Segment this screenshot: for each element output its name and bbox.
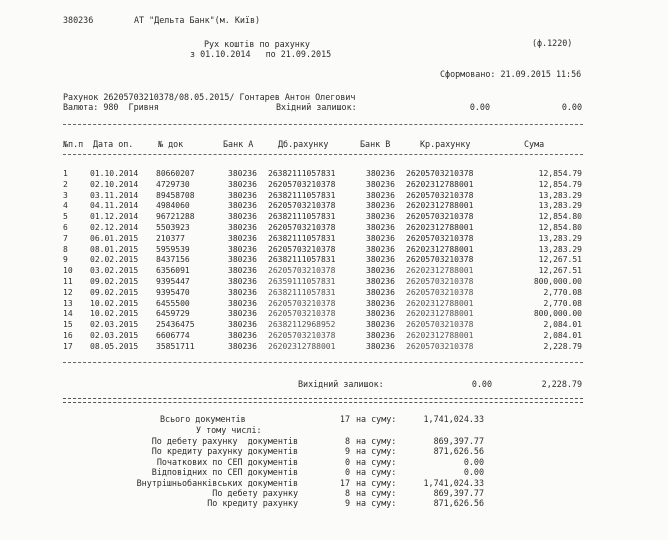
row-bank-b: 380236 bbox=[366, 266, 395, 276]
row-debit-account: 26202312788001 bbox=[268, 341, 336, 351]
row-amount: 2,084.01 bbox=[543, 320, 582, 330]
summary-line-count: 17 bbox=[339, 477, 350, 488]
opening-balance-debit: 0.00 bbox=[469, 102, 490, 112]
row-number: 16 bbox=[63, 331, 73, 340]
row-amount: 12,267.51 bbox=[538, 255, 582, 265]
opening-balance-label: Вхідний залишок: bbox=[276, 102, 357, 112]
row-date: 10.02.2015 bbox=[90, 309, 139, 319]
col-doc: № док bbox=[158, 139, 184, 149]
summary-total-on: на суму: bbox=[356, 414, 397, 424]
row-number: 5 bbox=[63, 212, 68, 222]
row-doc: 25436475 bbox=[156, 320, 195, 330]
row-bank-b: 380236 bbox=[366, 309, 395, 319]
summary-line-on: на суму: bbox=[356, 436, 397, 446]
row-debit-account: 26382111057831 bbox=[268, 169, 336, 178]
row-date: 01.12.2014 bbox=[90, 212, 139, 222]
row-debit-account: 26382111057831 bbox=[268, 255, 336, 265]
row-bank-a: 380236 bbox=[228, 223, 257, 232]
row-debit-account: 26205703210378 bbox=[268, 266, 336, 276]
row-amount: 12,854.80 bbox=[538, 223, 582, 232]
summary-line-on: на суму: bbox=[356, 498, 397, 509]
row-number: 10 bbox=[63, 266, 73, 276]
col-debit-account: Дб.рахунку bbox=[278, 139, 329, 149]
row-credit-account: 26202312788001 bbox=[406, 298, 474, 308]
row-credit-account: 26205703210378 bbox=[406, 212, 474, 222]
row-bank-b: 380236 bbox=[366, 287, 395, 297]
row-amount: 2,228.79 bbox=[543, 341, 582, 351]
report-period: з 01.10.2014 по 21.09.2015 bbox=[190, 49, 332, 59]
row-bank-b: 380236 bbox=[366, 244, 395, 254]
row-bank-b: 380236 bbox=[366, 190, 395, 200]
summary-line-on: на суму: bbox=[356, 488, 397, 498]
row-doc: 5959539 bbox=[156, 244, 190, 254]
summary-line-sum: 0.00 bbox=[463, 456, 484, 467]
row-credit-account: 26202312788001 bbox=[406, 331, 474, 340]
summary-total-label: Всього документів bbox=[160, 414, 246, 424]
row-number: 3 bbox=[63, 190, 68, 200]
row-doc: 80660207 bbox=[156, 169, 195, 178]
row-doc: 35851711 bbox=[156, 341, 195, 351]
summary-line-sum: 1,741,024.33 bbox=[423, 477, 484, 488]
row-debit-account: 26382112968952 bbox=[268, 320, 336, 330]
row-doc: 9395470 bbox=[156, 287, 190, 297]
summary-line-label: Внутрішньобанківських документів bbox=[136, 477, 298, 488]
row-doc: 89458708 bbox=[156, 190, 195, 200]
row-amount: 12,854.79 bbox=[538, 169, 582, 178]
row-bank-a: 380236 bbox=[228, 201, 257, 211]
row-bank-b: 380236 bbox=[366, 320, 395, 330]
row-bank-b: 380236 bbox=[366, 179, 395, 189]
closing-balance-credit: 2,228.79 bbox=[541, 379, 582, 389]
summary-line-sum: 871,626.56 bbox=[433, 498, 484, 509]
row-doc: 6455500 bbox=[156, 298, 190, 308]
summary-line-on: на суму: bbox=[356, 467, 397, 478]
row-date: 06.01.2015 bbox=[90, 233, 139, 243]
summary-including-label: У тому числі: bbox=[196, 425, 262, 435]
summary-line-count: 9 bbox=[344, 446, 350, 457]
row-credit-account: 26202312788001 bbox=[406, 244, 474, 254]
row-bank-a: 380236 bbox=[228, 277, 257, 286]
col-bank-b: Банк В bbox=[360, 139, 391, 149]
row-number: 6 bbox=[63, 223, 68, 232]
row-number: 1 bbox=[63, 169, 68, 178]
summary-line-on: на суму: bbox=[356, 456, 397, 467]
row-credit-account: 26205703210378 bbox=[406, 255, 474, 265]
row-amount: 13,283.29 bbox=[538, 244, 582, 254]
summary-line-count: 9 bbox=[344, 498, 350, 509]
summary-total-count: 17 bbox=[339, 414, 350, 424]
row-number: 14 bbox=[63, 309, 73, 319]
row-date: 02.03.2015 bbox=[90, 320, 139, 330]
row-bank-a: 380236 bbox=[228, 244, 257, 254]
row-number: 2 bbox=[63, 179, 68, 189]
row-doc: 210377 bbox=[156, 233, 185, 243]
row-bank-b: 380236 bbox=[366, 298, 395, 308]
row-date: 02.10.2014 bbox=[90, 179, 139, 189]
row-date: 09.02.2015 bbox=[90, 287, 139, 297]
summary-line-label: По дебету рахунку bbox=[212, 488, 298, 498]
row-credit-account: 26205703210378 bbox=[406, 277, 474, 286]
row-amount: 12,854.79 bbox=[538, 179, 582, 189]
row-date: 02.12.2014 bbox=[90, 223, 139, 232]
row-doc: 9395447 bbox=[156, 277, 190, 286]
row-amount: 2,770.08 bbox=[543, 287, 582, 297]
row-bank-a: 380236 bbox=[228, 320, 257, 330]
row-doc: 6606774 bbox=[156, 331, 190, 340]
row-date: 02.02.2015 bbox=[90, 255, 139, 265]
row-amount: 2,770.08 bbox=[543, 298, 582, 308]
row-debit-account: 26382111057831 bbox=[268, 287, 336, 297]
row-bank-a: 380236 bbox=[228, 190, 257, 200]
row-amount: 13,283.29 bbox=[538, 201, 582, 211]
row-date: 03.02.2015 bbox=[90, 266, 139, 276]
summary-line-count: 0 bbox=[344, 456, 350, 467]
row-doc: 6356091 bbox=[156, 266, 190, 276]
row-debit-account: 26205703210378 bbox=[268, 223, 336, 232]
row-credit-account: 26205703210378 bbox=[406, 169, 474, 178]
document-title: Рух коштів по рахунку bbox=[204, 39, 310, 49]
bank-code: 380236 bbox=[63, 15, 94, 25]
closing-balance-debit: 0.00 bbox=[471, 379, 492, 389]
currency-line: Валюта: 980 Гривня bbox=[63, 102, 159, 112]
row-debit-account: 26382111057831 bbox=[268, 212, 336, 222]
row-credit-account: 26205703210378 bbox=[406, 190, 474, 200]
row-debit-account: 26205703210378 bbox=[268, 298, 336, 308]
row-number: 11 bbox=[63, 277, 73, 286]
row-credit-account: 26205703210378 bbox=[406, 341, 474, 351]
row-bank-b: 380236 bbox=[366, 212, 395, 222]
row-debit-account: 26205703210378 bbox=[268, 331, 336, 340]
table-bottom-divider bbox=[63, 362, 583, 363]
row-bank-a: 380236 bbox=[228, 233, 257, 243]
col-date: Дата оп. bbox=[93, 139, 134, 149]
summary-line-sum: 871,626.56 bbox=[433, 446, 484, 457]
row-date: 01.10.2014 bbox=[90, 169, 139, 178]
row-number: 8 bbox=[63, 244, 68, 254]
row-debit-account: 26205703210378 bbox=[268, 244, 336, 254]
summary-line-count: 0 bbox=[344, 467, 350, 478]
row-bank-a: 380236 bbox=[228, 298, 257, 308]
form-number: (ф.1220) bbox=[532, 38, 573, 48]
summary-total-sum: 1,741,024.33 bbox=[423, 414, 484, 424]
row-date: 09.02.2015 bbox=[90, 277, 139, 286]
row-debit-account: 26205703210378 bbox=[268, 201, 336, 211]
summary-line-label: По дебету рахунку документів bbox=[151, 436, 298, 446]
summary-line-label: По кредиту рахунку документів bbox=[151, 446, 298, 457]
row-debit-account: 26382111057831 bbox=[268, 233, 336, 243]
row-bank-a: 380236 bbox=[228, 341, 257, 351]
col-amount: Сума bbox=[524, 139, 545, 149]
col-credit-account: Кр.рахунку bbox=[420, 139, 471, 149]
summary-line-on: на суму: bbox=[356, 446, 397, 457]
row-bank-b: 380236 bbox=[366, 223, 395, 232]
row-bank-a: 380236 bbox=[228, 309, 257, 319]
row-date: 08.05.2015 bbox=[90, 341, 139, 351]
row-debit-account: 26205703210378 bbox=[268, 309, 336, 319]
summary-line-label: Відповідних по СЕП документів bbox=[151, 467, 298, 478]
row-doc: 6459729 bbox=[156, 309, 190, 319]
row-bank-a: 380236 bbox=[228, 169, 257, 178]
row-bank-a: 380236 bbox=[228, 266, 257, 276]
row-amount: 800,000.00 bbox=[533, 309, 582, 319]
summary-line-sum: 869,397.77 bbox=[433, 436, 484, 446]
row-amount: 2,084.01 bbox=[543, 331, 582, 340]
row-bank-a: 380236 bbox=[228, 255, 257, 265]
row-bank-b: 380236 bbox=[366, 233, 395, 243]
row-debit-account: 26359111057831 bbox=[268, 277, 336, 286]
row-amount: 800,000.00 bbox=[533, 277, 582, 286]
summary-line-label: Початкових по СЕП документів bbox=[156, 456, 298, 467]
row-bank-b: 380236 bbox=[366, 169, 395, 178]
row-date: 10.02.2015 bbox=[90, 298, 139, 308]
closing-double-divider bbox=[63, 398, 583, 403]
row-credit-account: 26202312788001 bbox=[406, 223, 474, 232]
row-date: 02.03.2015 bbox=[90, 331, 139, 340]
row-credit-account: 26202312788001 bbox=[406, 179, 474, 189]
summary-line-sum: 869,397.77 bbox=[433, 488, 484, 498]
row-bank-b: 380236 bbox=[366, 277, 395, 286]
row-debit-account: 26382111057831 bbox=[268, 190, 336, 200]
row-bank-b: 380236 bbox=[366, 331, 395, 340]
row-bank-a: 380236 bbox=[228, 212, 257, 222]
row-credit-account: 26205703210378 bbox=[406, 233, 474, 243]
row-number: 13 bbox=[63, 298, 73, 308]
row-amount: 12,854.80 bbox=[538, 212, 582, 222]
bank-name: АТ "Дельта Банк"(м. Київ) bbox=[134, 15, 261, 25]
row-number: 17 bbox=[63, 341, 73, 351]
summary-line-count: 8 bbox=[344, 488, 350, 498]
row-bank-a: 380236 bbox=[228, 331, 257, 340]
row-number: 12 bbox=[63, 287, 73, 297]
row-doc: 5503923 bbox=[156, 223, 190, 232]
row-number: 15 bbox=[63, 320, 73, 330]
row-bank-b: 380236 bbox=[366, 201, 395, 211]
col-bank-a: Банк А bbox=[223, 139, 254, 149]
row-bank-a: 380236 bbox=[228, 179, 257, 189]
row-credit-account: 26202312788001 bbox=[406, 201, 474, 211]
row-amount: 13,283.29 bbox=[538, 233, 582, 243]
row-credit-account: 26205703210378 bbox=[406, 320, 474, 330]
row-bank-b: 380236 bbox=[366, 255, 395, 265]
row-doc: 8437156 bbox=[156, 255, 190, 265]
account-line: Рахунок 26205703210378/08.05.2015/ Гонтарев Антон Олегович bbox=[63, 92, 356, 102]
row-amount: 13,283.29 bbox=[538, 190, 582, 200]
summary-line-count: 8 bbox=[344, 436, 350, 446]
row-bank-a: 380236 bbox=[228, 287, 257, 297]
generated-timestamp: Сформовано: 21.09.2015 11:56 bbox=[440, 69, 582, 79]
row-date: 08.01.2015 bbox=[90, 244, 139, 254]
summary-line-sum: 0.00 bbox=[463, 467, 484, 478]
row-debit-account: 26205703210378 bbox=[268, 179, 336, 189]
row-credit-account: 26202312788001 bbox=[406, 309, 474, 319]
row-date: 04.11.2014 bbox=[90, 201, 139, 211]
row-number: 9 bbox=[63, 255, 68, 265]
columns-divider bbox=[63, 154, 583, 155]
row-amount: 12,267.51 bbox=[538, 266, 582, 276]
summary-line-label: По кредиту рахунку bbox=[207, 498, 298, 509]
row-doc: 96721288 bbox=[156, 212, 195, 222]
row-doc: 4729730 bbox=[156, 179, 190, 189]
col-number: №п.п bbox=[63, 139, 84, 149]
header-divider bbox=[63, 124, 583, 125]
row-date: 03.11.2014 bbox=[90, 190, 139, 200]
closing-balance-label: Вихідний залишок: bbox=[298, 379, 384, 389]
row-number: 4 bbox=[63, 201, 68, 211]
row-credit-account: 26205703210378 bbox=[406, 287, 474, 297]
row-doc: 4984060 bbox=[156, 201, 190, 211]
row-number: 7 bbox=[63, 233, 68, 243]
summary-line-on: на суму: bbox=[356, 477, 397, 488]
opening-balance-credit: 0.00 bbox=[561, 102, 582, 112]
row-bank-b: 380236 bbox=[366, 341, 395, 351]
row-credit-account: 26202312788001 bbox=[406, 266, 474, 276]
